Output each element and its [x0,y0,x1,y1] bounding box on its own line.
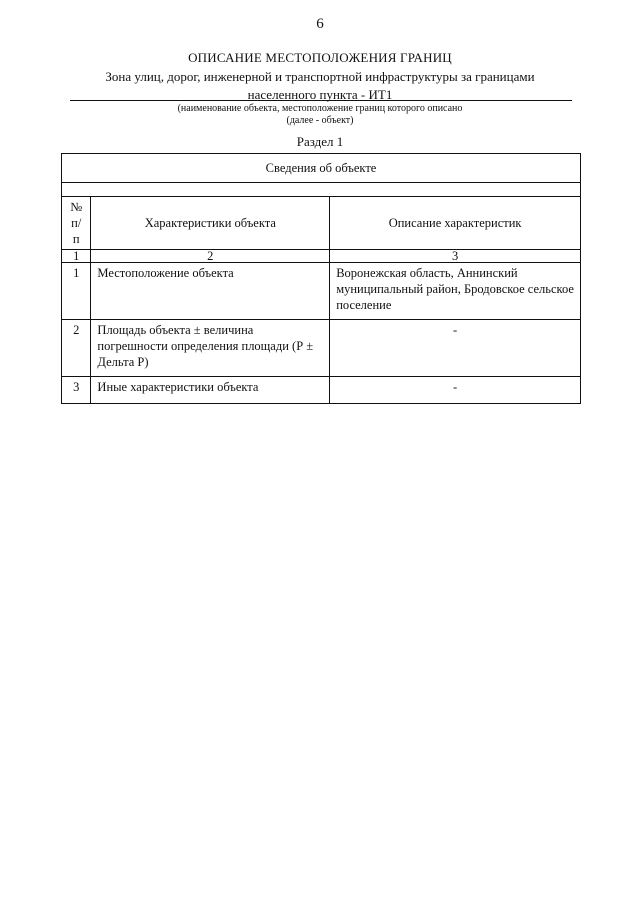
column-number-2: 2 [91,250,330,263]
table-empty-cell [62,183,581,197]
object-info-table [61,153,581,404]
table-column-header-row [62,197,581,250]
column-header-characteristic: Характеристики объекта [91,197,330,250]
table-column-number-row [62,250,581,263]
row-characteristic: Иные характеристики объекта [91,377,330,404]
row-num: 3 [62,377,91,404]
row-description: - [330,320,581,377]
row-characteristic: Площадь объекта ± величина погрешности определения площади (Р ± Дельта Р) [91,320,330,377]
column-number-3: 3 [330,250,581,263]
row-description: - [330,377,581,404]
page-number: 6 [316,16,324,32]
table-heading-row [62,154,581,183]
object-caption [0,103,640,127]
column-number-1: 1 [62,250,91,263]
table-heading: Сведения об объекте [62,154,581,183]
row-description: Воронежская область, Аннинский муниципальный район, Бродовское сельское поселение [330,263,581,320]
row-num: 1 [62,263,91,320]
section-title: Раздел 1 [296,134,344,149]
title-underline [70,100,572,101]
table-row [62,263,581,320]
document-title: ОПИСАНИЕ МЕСТОПОЛОЖЕНИЯ ГРАНИЦ [188,50,452,65]
table-row [62,320,581,377]
table-empty-row [62,183,581,197]
column-header-description: Описание характеристик [330,197,581,250]
row-characteristic: Местоположение объекта [91,263,330,320]
caption-line-2: (далее - объект) [286,115,354,126]
table-row [62,377,581,404]
column-header-num: № п/п [62,197,91,250]
row-num: 2 [62,320,91,377]
caption-line-1: (наименование объекта, местоположение границ которого описано [177,103,463,114]
document-subtitle: Зона улиц, дорог, инженерной и транспортной инфраструктуры за границами населенного пункта - ИТ1 [105,69,535,102]
